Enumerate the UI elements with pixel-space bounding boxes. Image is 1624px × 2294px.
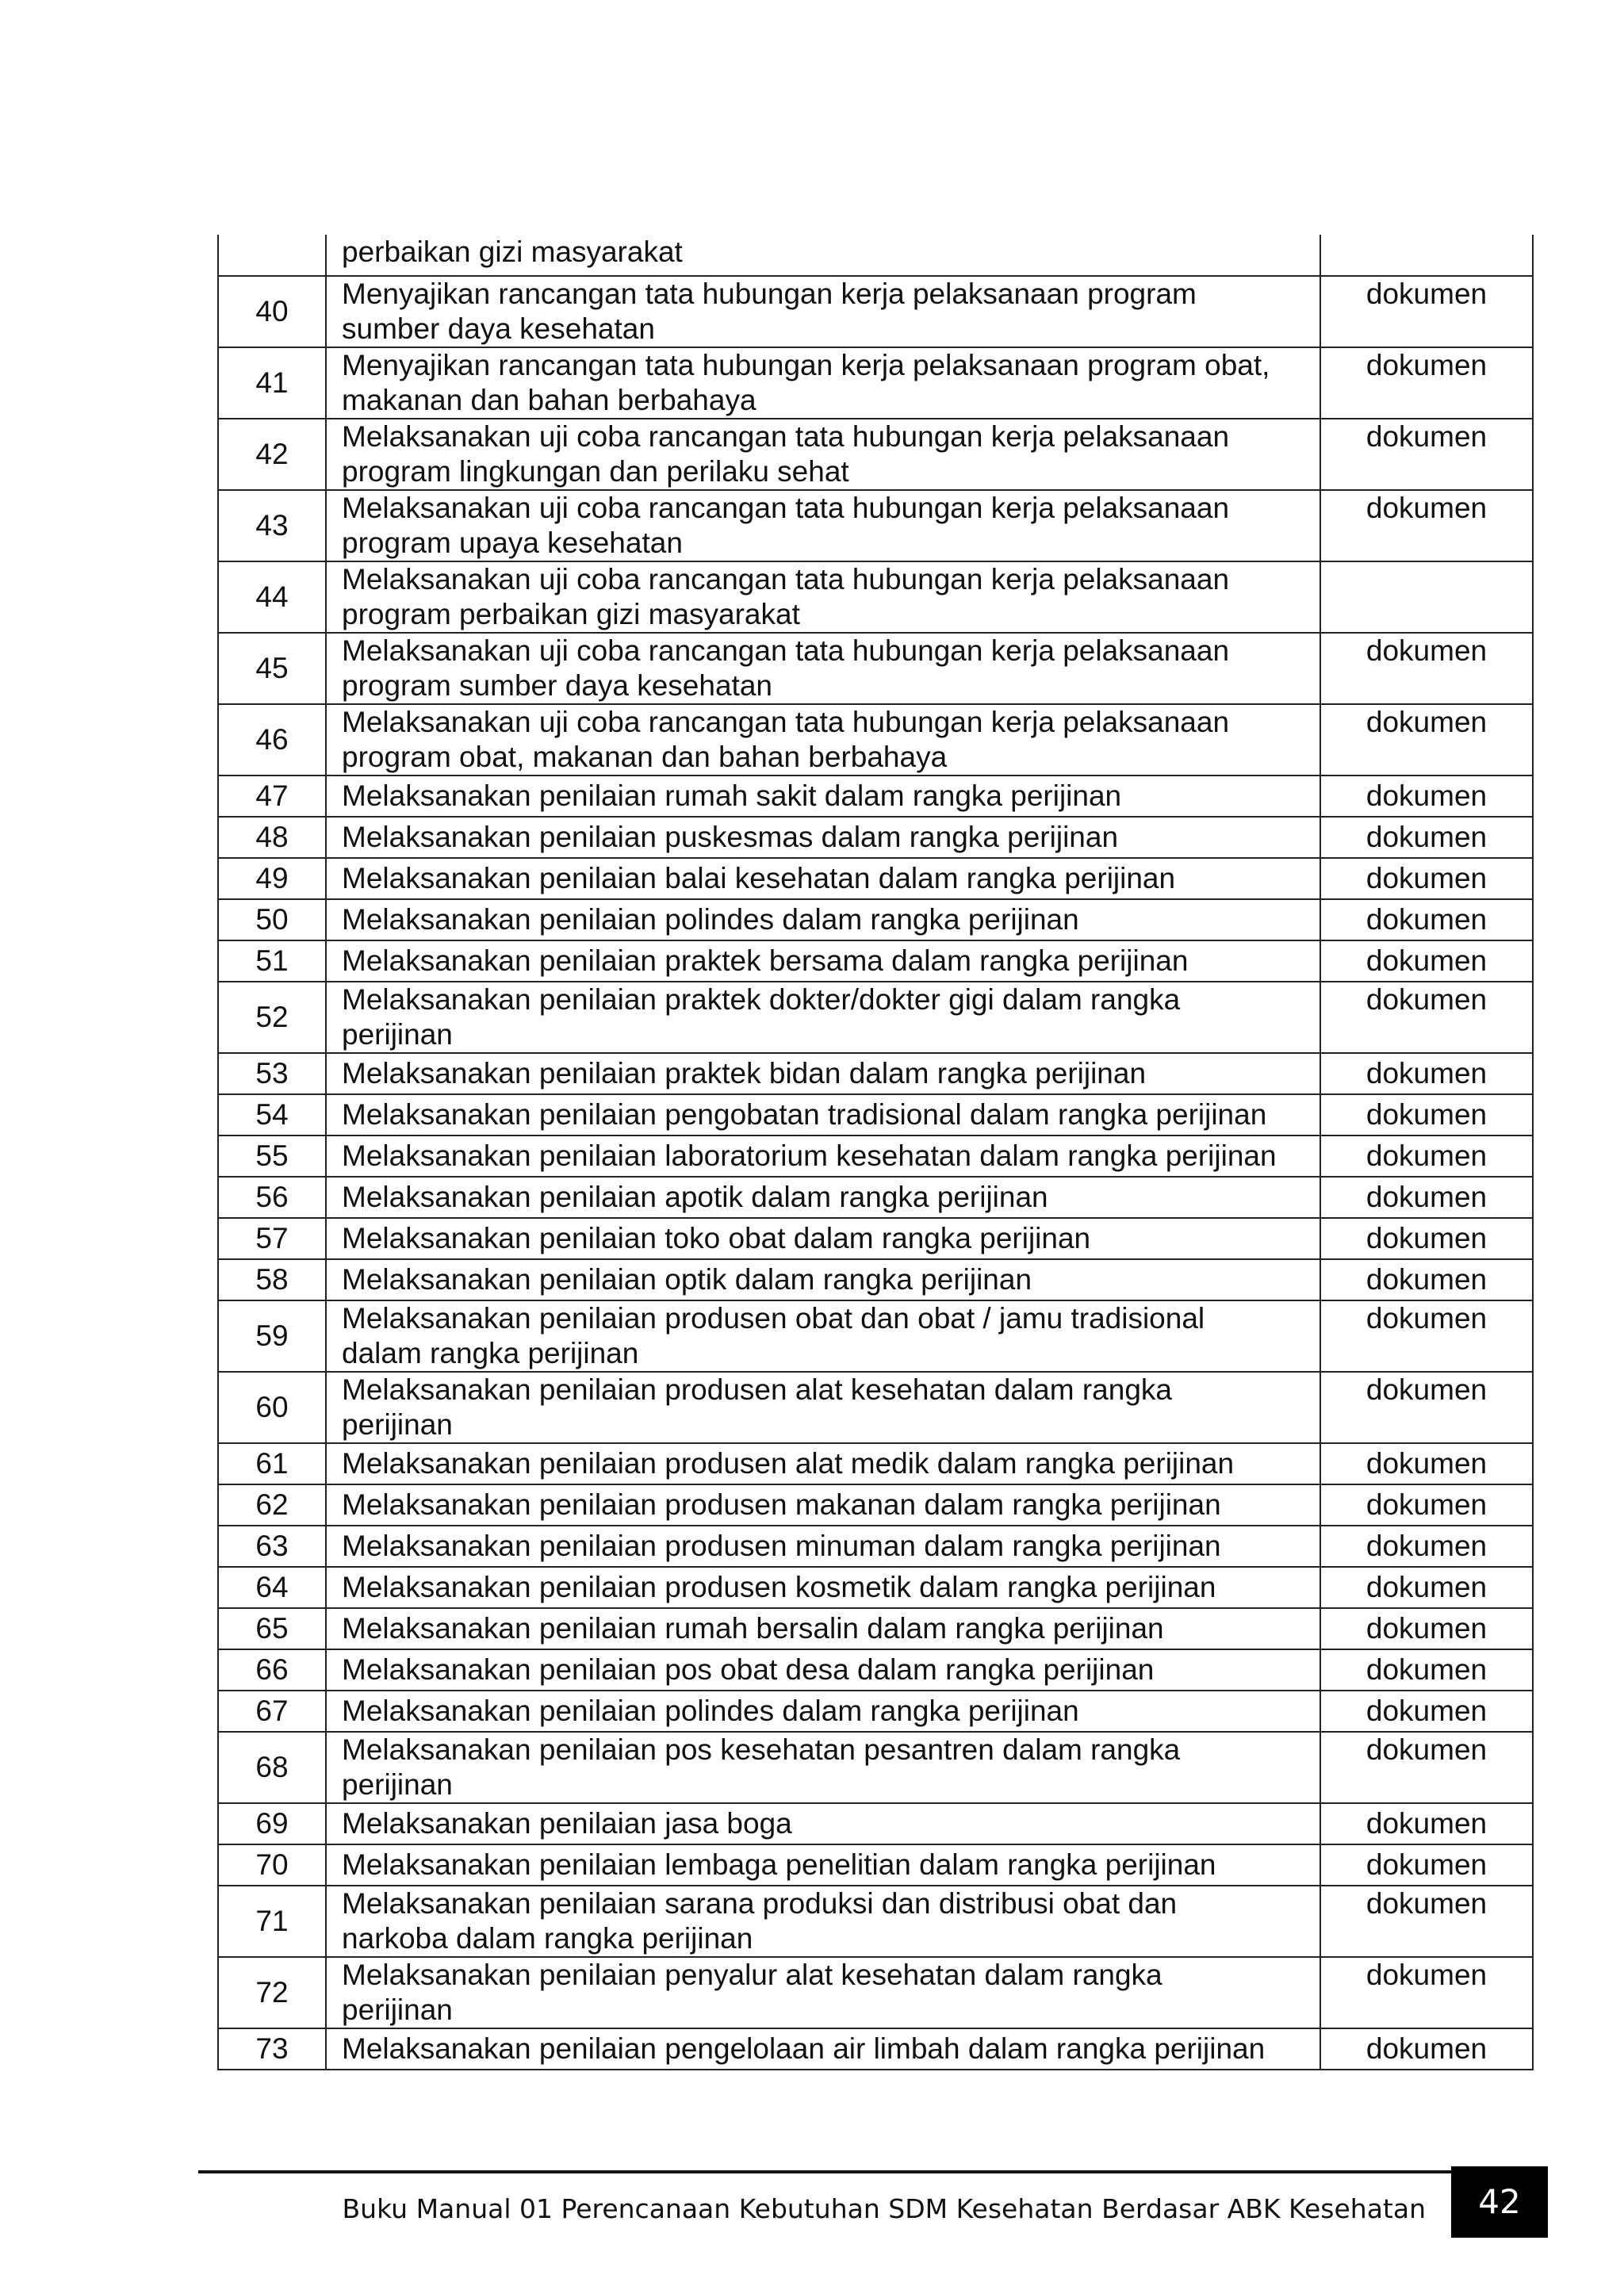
row-description	[326, 858, 1320, 899]
page-number-badge: 42	[1451, 2166, 1548, 2238]
row-description	[326, 490, 1320, 561]
row-number: 58	[218, 1259, 326, 1300]
row-description-line: Melaksanakan penilaian puskesmas dalam rangka perijinan	[342, 821, 1119, 853]
row-description-line: Melaksanakan uji coba rancangan tata hubungan kerja pelaksanaan	[342, 706, 1230, 738]
row-output: dokumen	[1320, 1691, 1533, 1732]
activity-table	[217, 235, 1534, 2070]
row-number: 73	[218, 2028, 326, 2070]
row-description-line: Melaksanakan penilaian apotik dalam rangka perijinan	[342, 1181, 1048, 1213]
row-number: 43	[218, 490, 326, 561]
table-row	[218, 1803, 1533, 1844]
row-description-line: Melaksanakan uji coba rancangan tata hubungan kerja pelaksanaan	[342, 563, 1230, 596]
row-description	[326, 1094, 1320, 1136]
row-number: 65	[218, 1608, 326, 1649]
row-description	[326, 817, 1320, 858]
table-row	[218, 1484, 1533, 1526]
table-row	[218, 633, 1533, 704]
table-row	[218, 1649, 1533, 1691]
row-output: dokumen	[1320, 1177, 1533, 1218]
row-output: dokumen	[1320, 1443, 1533, 1484]
row-description	[326, 1300, 1320, 1372]
row-output: dokumen	[1320, 899, 1533, 940]
row-description-line: Melaksanakan penilaian produsen obat dan obat / jamu tradisional	[342, 1302, 1205, 1335]
row-output: dokumen	[1320, 1567, 1533, 1608]
table-row	[218, 1218, 1533, 1259]
row-number: 62	[218, 1484, 326, 1526]
row-number: 46	[218, 704, 326, 776]
row-description-line: Melaksanakan penilaian polindes dalam rangka perijinan	[342, 1695, 1079, 1727]
row-number: 55	[218, 1136, 326, 1177]
row-description-line: Melaksanakan penilaian pengobatan tradisional dalam rangka perijinan	[342, 1098, 1267, 1131]
table-row	[218, 1526, 1533, 1567]
row-output: dokumen	[1320, 1526, 1533, 1567]
row-description-line: program upaya kesehatan	[342, 527, 683, 559]
row-output: dokumen	[1320, 1300, 1533, 1372]
row-description	[326, 1053, 1320, 1094]
table-row	[218, 1844, 1533, 1886]
table-row	[218, 1691, 1533, 1732]
row-description	[326, 1803, 1320, 1844]
row-number: 66	[218, 1649, 326, 1691]
row-description-line: program perbaikan gizi masyarakat	[342, 598, 800, 630]
table-row	[218, 1053, 1533, 1094]
row-description-line: Melaksanakan penilaian lembaga penelitian dalam rangka perijinan	[342, 1848, 1216, 1881]
row-description-line: sumber daya kesehatan	[342, 312, 655, 345]
row-description	[326, 940, 1320, 982]
row-description-line: Melaksanakan penilaian toko obat dalam rangka perijinan	[342, 1222, 1091, 1254]
table-row	[218, 704, 1533, 776]
table-row	[218, 1177, 1533, 1218]
row-description-line: Melaksanakan uji coba rancangan tata hubungan kerja pelaksanaan	[342, 420, 1230, 453]
row-description-line: program sumber daya kesehatan	[342, 669, 772, 702]
table-row	[218, 940, 1533, 982]
row-output	[1320, 235, 1533, 276]
row-description	[326, 1259, 1320, 1300]
row-description	[326, 419, 1320, 490]
row-description-line: Melaksanakan penilaian pengelolaan air limbah dalam rangka perijinan	[342, 2032, 1266, 2065]
row-number: 44	[218, 561, 326, 633]
row-description-line: Melaksanakan penilaian produsen kosmetik dalam rangka perijinan	[342, 1571, 1216, 1603]
table-row	[218, 490, 1533, 561]
row-output: dokumen	[1320, 633, 1533, 704]
row-description-line: Melaksanakan penilaian balai kesehatan dalam rangka perijinan	[342, 862, 1176, 894]
row-output: dokumen	[1320, 1732, 1533, 1803]
row-output: dokumen	[1320, 1844, 1533, 1886]
row-output: dokumen	[1320, 776, 1533, 817]
row-number: 41	[218, 347, 326, 419]
row-description	[326, 2028, 1320, 2070]
row-output: dokumen	[1320, 419, 1533, 490]
row-description	[326, 1372, 1320, 1443]
row-description-line: Melaksanakan uji coba rancangan tata hubungan kerja pelaksanaan	[342, 634, 1230, 667]
row-description-line: Melaksanakan penilaian pos obat desa dalam rangka perijinan	[342, 1653, 1155, 1686]
row-description-line: Melaksanakan penilaian polindes dalam rangka perijinan	[342, 903, 1079, 936]
row-output: dokumen	[1320, 1053, 1533, 1094]
table-row	[218, 1094, 1533, 1136]
row-number: 60	[218, 1372, 326, 1443]
row-description	[326, 1136, 1320, 1177]
row-output	[1320, 561, 1533, 633]
row-output: dokumen	[1320, 858, 1533, 899]
row-output: dokumen	[1320, 1957, 1533, 2028]
row-number: 52	[218, 982, 326, 1053]
row-output: dokumen	[1320, 817, 1533, 858]
row-description-line: Melaksanakan penilaian rumah bersalin dalam rangka perijinan	[342, 1612, 1164, 1645]
row-number: 54	[218, 1094, 326, 1136]
table-row	[218, 817, 1533, 858]
table-row	[218, 1608, 1533, 1649]
row-number: 49	[218, 858, 326, 899]
row-number: 42	[218, 419, 326, 490]
row-description-line: dalam rangka perijinan	[342, 1337, 639, 1369]
row-description	[326, 776, 1320, 817]
row-output: dokumen	[1320, 982, 1533, 1053]
table-row	[218, 776, 1533, 817]
row-description: perbaikan gizi masyarakat	[326, 235, 1320, 276]
row-number: 51	[218, 940, 326, 982]
row-number: 57	[218, 1218, 326, 1259]
row-output: dokumen	[1320, 1136, 1533, 1177]
row-output: dokumen	[1320, 1372, 1533, 1443]
row-number: 64	[218, 1567, 326, 1608]
row-description	[326, 1218, 1320, 1259]
row-description	[326, 1526, 1320, 1567]
row-description	[326, 1844, 1320, 1886]
table-row	[218, 858, 1533, 899]
row-description-line: Melaksanakan penilaian optik dalam rangka perijinan	[342, 1263, 1032, 1296]
row-output: dokumen	[1320, 1094, 1533, 1136]
row-description	[326, 899, 1320, 940]
row-description-line: Melaksanakan penilaian produsen alat medik dalam rangka perijinan	[342, 1447, 1235, 1480]
table-row	[218, 1259, 1533, 1300]
row-output: dokumen	[1320, 1608, 1533, 1649]
row-description	[326, 276, 1320, 347]
row-description	[326, 633, 1320, 704]
table-row	[218, 2028, 1533, 2070]
row-description-line: Melaksanakan penilaian penyalur alat kesehatan dalam rangka	[342, 1959, 1162, 1991]
row-description	[326, 704, 1320, 776]
row-description-line: Melaksanakan penilaian laboratorium kesehatan dalam rangka perijinan	[342, 1139, 1277, 1172]
row-description	[326, 561, 1320, 633]
row-number: 50	[218, 899, 326, 940]
table-row	[218, 561, 1533, 633]
row-description	[326, 982, 1320, 1053]
row-output: dokumen	[1320, 347, 1533, 419]
row-output: dokumen	[1320, 2028, 1533, 2070]
table-row	[218, 1957, 1533, 2028]
table-row	[218, 276, 1533, 347]
table-row	[218, 1300, 1533, 1372]
row-description-line: Melaksanakan penilaian pos kesehatan pesantren dalam rangka	[342, 1733, 1181, 1766]
row-description-line: program obat, makanan dan bahan berbahaya	[342, 741, 948, 773]
row-output: dokumen	[1320, 1259, 1533, 1300]
footer-divider	[198, 2170, 1451, 2173]
row-description-line: program lingkungan dan perilaku sehat	[342, 455, 849, 488]
row-output: dokumen	[1320, 704, 1533, 776]
table-row	[218, 1886, 1533, 1957]
row-description	[326, 1608, 1320, 1649]
row-description-line: Menyajikan rancangan tata hubungan kerja pelaksanaan program	[342, 278, 1197, 310]
row-number: 72	[218, 1957, 326, 2028]
row-description-line: Melaksanakan penilaian praktek bidan dalam rangka perijinan	[342, 1057, 1147, 1090]
row-description-line: makanan dan bahan berbahaya	[342, 384, 756, 416]
row-description-line: perijinan	[342, 1993, 453, 2026]
row-description-line: Melaksanakan uji coba rancangan tata hubungan kerja pelaksanaan	[342, 492, 1230, 524]
row-description-line: perijinan	[342, 1018, 453, 1051]
footer-book-title: Buku Manual 01 Perencanaan Kebutuhan SDM Kesehatan Berdasar ABK Kesehatan	[342, 2193, 1426, 2224]
row-output: dokumen	[1320, 940, 1533, 982]
row-description	[326, 1484, 1320, 1526]
row-description-line: narkoba dalam rangka perijinan	[342, 1922, 753, 1955]
row-description-line: Melaksanakan penilaian sarana produksi dan distribusi obat dan	[342, 1887, 1178, 1920]
row-output: dokumen	[1320, 490, 1533, 561]
row-number: 69	[218, 1803, 326, 1844]
row-output: dokumen	[1320, 1886, 1533, 1957]
table-row	[218, 1443, 1533, 1484]
table-row-continuation	[218, 235, 1533, 276]
row-description	[326, 1443, 1320, 1484]
row-output: dokumen	[1320, 1649, 1533, 1691]
row-number: 68	[218, 1732, 326, 1803]
row-number: 47	[218, 776, 326, 817]
table-row	[218, 982, 1533, 1053]
row-description	[326, 1649, 1320, 1691]
row-number: 63	[218, 1526, 326, 1567]
row-description	[326, 347, 1320, 419]
table-row	[218, 1567, 1533, 1608]
row-description	[326, 1732, 1320, 1803]
row-output: dokumen	[1320, 1803, 1533, 1844]
row-description-line: Melaksanakan penilaian rumah sakit dalam rangka perijinan	[342, 779, 1122, 812]
row-description-line: Melaksanakan penilaian praktek dokter/dokter gigi dalam rangka	[342, 983, 1181, 1016]
row-description-line: perijinan	[342, 1408, 453, 1441]
row-number: 71	[218, 1886, 326, 1957]
row-number: 53	[218, 1053, 326, 1094]
row-description	[326, 1886, 1320, 1957]
table-row	[218, 419, 1533, 490]
row-number	[218, 235, 326, 276]
row-output: dokumen	[1320, 276, 1533, 347]
row-description-line: Melaksanakan penilaian produsen makanan dalam rangka perijinan	[342, 1488, 1221, 1521]
row-description-line: Melaksanakan penilaian produsen alat kesehatan dalam rangka	[342, 1373, 1172, 1406]
row-description	[326, 1957, 1320, 2028]
row-number: 56	[218, 1177, 326, 1218]
row-output: dokumen	[1320, 1218, 1533, 1259]
table-row	[218, 347, 1533, 419]
row-number: 59	[218, 1300, 326, 1372]
row-number: 67	[218, 1691, 326, 1732]
row-description-line: Menyajikan rancangan tata hubungan kerja pelaksanaan program obat,	[342, 349, 1270, 381]
row-description-line: Melaksanakan penilaian jasa boga	[342, 1807, 792, 1840]
row-description-line: perijinan	[342, 1768, 453, 1801]
row-description-line: Melaksanakan penilaian praktek bersama dalam rangka perijinan	[342, 944, 1189, 977]
row-description-line: Melaksanakan penilaian produsen minuman dalam rangka perijinan	[342, 1530, 1221, 1562]
row-number: 48	[218, 817, 326, 858]
table-row	[218, 899, 1533, 940]
row-number: 40	[218, 276, 326, 347]
row-output: dokumen	[1320, 1484, 1533, 1526]
row-number: 61	[218, 1443, 326, 1484]
row-description	[326, 1691, 1320, 1732]
row-number: 70	[218, 1844, 326, 1886]
table-row	[218, 1732, 1533, 1803]
activity-table-body	[218, 235, 1533, 2070]
row-number: 45	[218, 633, 326, 704]
row-description	[326, 1177, 1320, 1218]
table-row	[218, 1372, 1533, 1443]
table-row	[218, 1136, 1533, 1177]
row-description	[326, 1567, 1320, 1608]
